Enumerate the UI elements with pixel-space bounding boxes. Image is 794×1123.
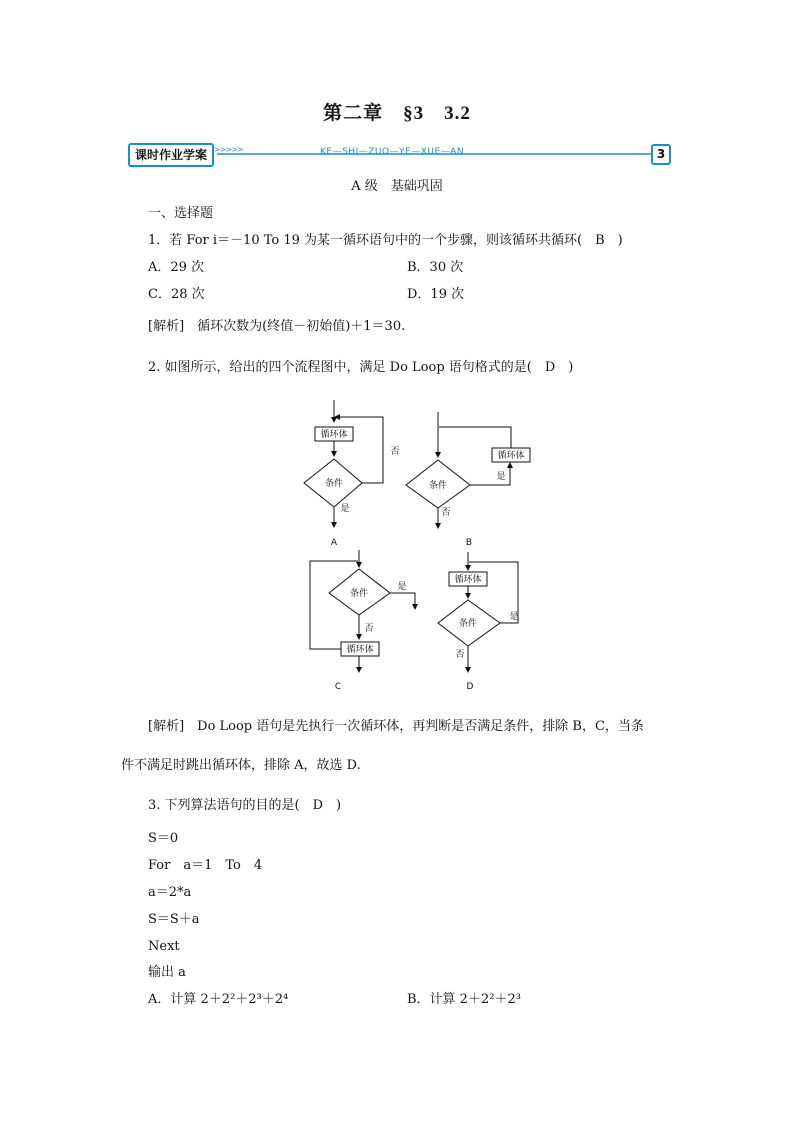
q3-code-line-1: S＝0 [148,831,179,846]
chart-d-condition: 条件 [458,619,478,629]
q1-stem: 1．若 For i＝－10 To 19 为某一循环语句中的一个步骤，则该循环共循环( B ) [148,233,623,248]
chart-d-label: D [466,682,474,692]
chart-a-loop-body: 循环体 [320,430,348,440]
chart-c-no: 否 [364,624,374,634]
q1-option-a: A．29 次 [148,260,205,275]
q3-code-line-4: S＝S＋a [148,912,200,927]
q3-option-b: B．计算 2＋2²＋2³ [407,992,521,1007]
chart-a-no: 否 [390,447,400,457]
chart-d-no: 否 [455,650,465,660]
chart-a-yes: 是 [340,504,350,514]
chart-b-condition: 条件 [428,481,448,491]
q3-code-line-6: 输出 a [148,965,186,980]
chart-d-loop-body: 循环体 [454,575,482,585]
flowchart-figure [290,395,540,695]
page-title: 第二章 §3 3.2 [323,103,471,124]
q1-analysis: [解析] 循环次数为(终值－初始值)＋1＝30. [148,319,406,334]
q3-code-line-3: a＝2*a [148,885,192,900]
banner-pinyin: KE—SHI—ZUO—YE—XUE—AN [320,147,465,157]
chart-a-label: A [330,538,338,548]
chart-d-yes: 是 [509,612,519,622]
q2-analysis-line1: [解析] Do Loop 语句是先执行一次循环体，再判断是否满足条件，排除 B，C，当条 [148,719,644,734]
chart-b-yes: 是 [496,472,506,482]
section-heading: 一、选择题 [148,206,214,221]
q3-option-a: A．计算 2＋2²＋2³＋2⁴ [148,992,289,1007]
chart-c-yes: 是 [397,582,407,592]
chart-c-label: C [334,682,342,692]
q2-analysis-line2: 件不满足时跳出循环体，排除 A，故选 D. [121,758,361,773]
q1-option-c: C．28 次 [148,287,205,302]
q3-code-line-5: Next [148,939,180,954]
q1-option-d: D．19 次 [407,287,465,302]
banner-label: 课时作业学案 [128,143,214,167]
banner-arrows: >>>>> [214,145,243,154]
banner-page-number: 3 [651,144,671,165]
q1-option-b: B．30 次 [407,260,464,275]
q3-stem: 3. 下列算法语句的目的是( D ) [148,798,342,813]
q2-stem: 2. 如图所示，给出的四个流程图中，满足 Do Loop 语句格式的是( D ) [148,360,574,375]
chart-c-loop-body: 循环体 [346,645,374,655]
chart-a-condition: 条件 [324,479,344,489]
q3-code-line-2: For a＝1 To 4 [148,858,263,873]
chart-b-loop-body: 循环体 [497,451,525,461]
level-heading: A 级 基础巩固 [351,179,443,194]
chart-c-condition: 条件 [349,589,369,599]
chart-b-no: 否 [441,508,451,518]
chart-b-label: B [465,538,473,548]
